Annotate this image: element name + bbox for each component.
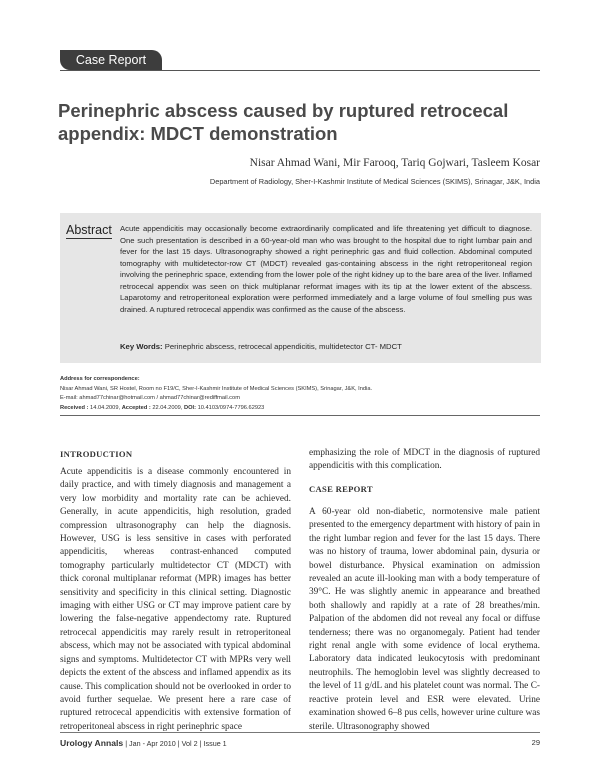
doi-value: 10.4103/0974-7796.62923 xyxy=(197,404,265,411)
correspondence-email: E-mail: ahmad77chinar@hotmail.com / ahmad77chinar@rediffmail.com xyxy=(60,395,240,401)
case-report-text: A 60-year old non-diabetic, normotensive male patient presented to the emergency department with history of pain in the right lumbar region and fever for the last 15 days. There was no history of trauma, lower abdominal pain, dysuria or bowel disturbance. Physical examination on admission revealed an acute ill-looking man with a body temperature of 39°C. He was slightly anemic in appearance and breathed both shallowly and rapidly at a rate of 28 breathes/min. Palpation of the abdomen did not reveal any focal or diffuse tenderness; there was no organomegaly. Patient had tender right renal angle with some evidence of local erythema. Laboratory data indicated leukocytosis with predominant neutrophils. The hemoglobin level was slightly decreased to the level of 11 g/dL and his platelet count was normal. The C-reactive protein level and ESR were elevated. Urine examination showed 6–8 pus cells, however urine culture was sterile. Ultrasonography showed xyxy=(309,507,540,732)
accepted-label: Accepted : xyxy=(121,404,151,411)
abstract-text: Acute appendicitis may occasionally become extraordinarily complicated and life threatening yet difficult to diagnose. One such presentation is described in a 60-year-old man who was brought to the hospital due to right lumbar pain and fever for the last 15 days. Ultrasonography showed a right perinephric gas and fluid collection. Abdominal computed tomography with multidetector-row CT (MDCT) revealed gas-containing abscess in the right retroperitoneal region involving the perinephric space, extending from the lower pole of the right kidney up to the bare area of the liver. Inflamed retrocecal appendix was seen on thick multiplanar reformat images with its tip at the lower extent of the abscess. Laparotomy and retroperitoneal exploration were performed immediately and a large volume of foul smelling pus was drained. A ruptured retrocecal appendix was confirmed as the cause of the abscess. xyxy=(120,224,532,314)
introduction-heading: INTRODUCTION xyxy=(60,449,133,459)
introduction-continued-text: emphasizing the role of MDCT in the diagnosis of ruptured appendicitis with this complication. xyxy=(309,448,540,472)
header-rule xyxy=(60,70,540,71)
journal-name: Urology Annals xyxy=(60,738,124,748)
article-dates xyxy=(60,404,541,414)
abstract-label: Abstract xyxy=(66,223,112,237)
author-list: Nisar Ahmad Wani, Mir Farooq, Tariq Gojwari, Tasleem Kosar xyxy=(249,157,540,169)
affiliation: Department of Radiology, Sher-I-Kashmir Institute of Medical Sciences (SKIMS), Srinagar, J&K, India xyxy=(209,177,540,186)
journal-footer xyxy=(60,738,227,748)
keywords-label: Key Words: xyxy=(120,342,163,351)
correspondence-rule xyxy=(60,415,540,416)
case-report-heading: CASE REPORT xyxy=(309,484,373,494)
page-number: 29 xyxy=(531,738,540,747)
article-type-badge: Case Report xyxy=(60,50,162,70)
received-date: 14.04.2009, xyxy=(90,404,121,411)
accepted-date: 22.04.2009, xyxy=(152,404,183,411)
footer-rule xyxy=(60,732,540,733)
keywords-text: Perinephric abscess, retrocecal appendicitis, multidetector CT- MDCT xyxy=(164,342,402,351)
introduction-text: Acute appendicitis is a disease commonly encountered in daily practice, and with timely diagnosis and management a very low morbidity and mortality rate can be achieved. Generally, in acute appendicitis, high resolution, graded compression ultrasonography can help the diagnosis. However, USG is less sensitive in cases with perforated appendicitis, whereas contrast-enhanced computed tomography particularly multidetector CT (MDCT) with thick coronal multiplanar reformat (MPR) images has better sensitivity and specificity in this clinical setting. Diagnostic imaging with either USG or CT may improve patient care by lowering the false-negative appendectomy rate. Ruptured retrocecal appendicitis may rarely result in retroperitoneal abscess, which may not be associated with typical abdominal signs and symptoms. Multidetector CT with MPRs very well depicts the extent of the abscess and inflamed appendix as its cause. This complication should not be overlooked in order to avoid further sequelae. We present here a rare case of ruptured retrocecal appendicitis with extensive formation of retroperitoneal abscess in right perinephric space xyxy=(60,467,291,732)
issue-info: | Jan - Apr 2010 | Vol 2 | Issue 1 xyxy=(125,739,227,748)
correspondence-address: Nisar Ahmad Wani, SR Hostel, Room no F19/C, Sher-I-Kashmir Institute of Medical Sciences (SKIMS), Srinagar, J&K, India. xyxy=(60,385,373,392)
keywords-line xyxy=(120,342,532,351)
doi-label: DOI: xyxy=(184,404,197,411)
correspondence-heading: Address for correspondence: xyxy=(60,376,140,382)
article-title: Perinephric abscess caused by ruptured retrocecal appendix: MDCT demonstration xyxy=(58,100,509,144)
correspondence-block xyxy=(60,375,541,413)
received-label: Received : xyxy=(60,404,89,411)
